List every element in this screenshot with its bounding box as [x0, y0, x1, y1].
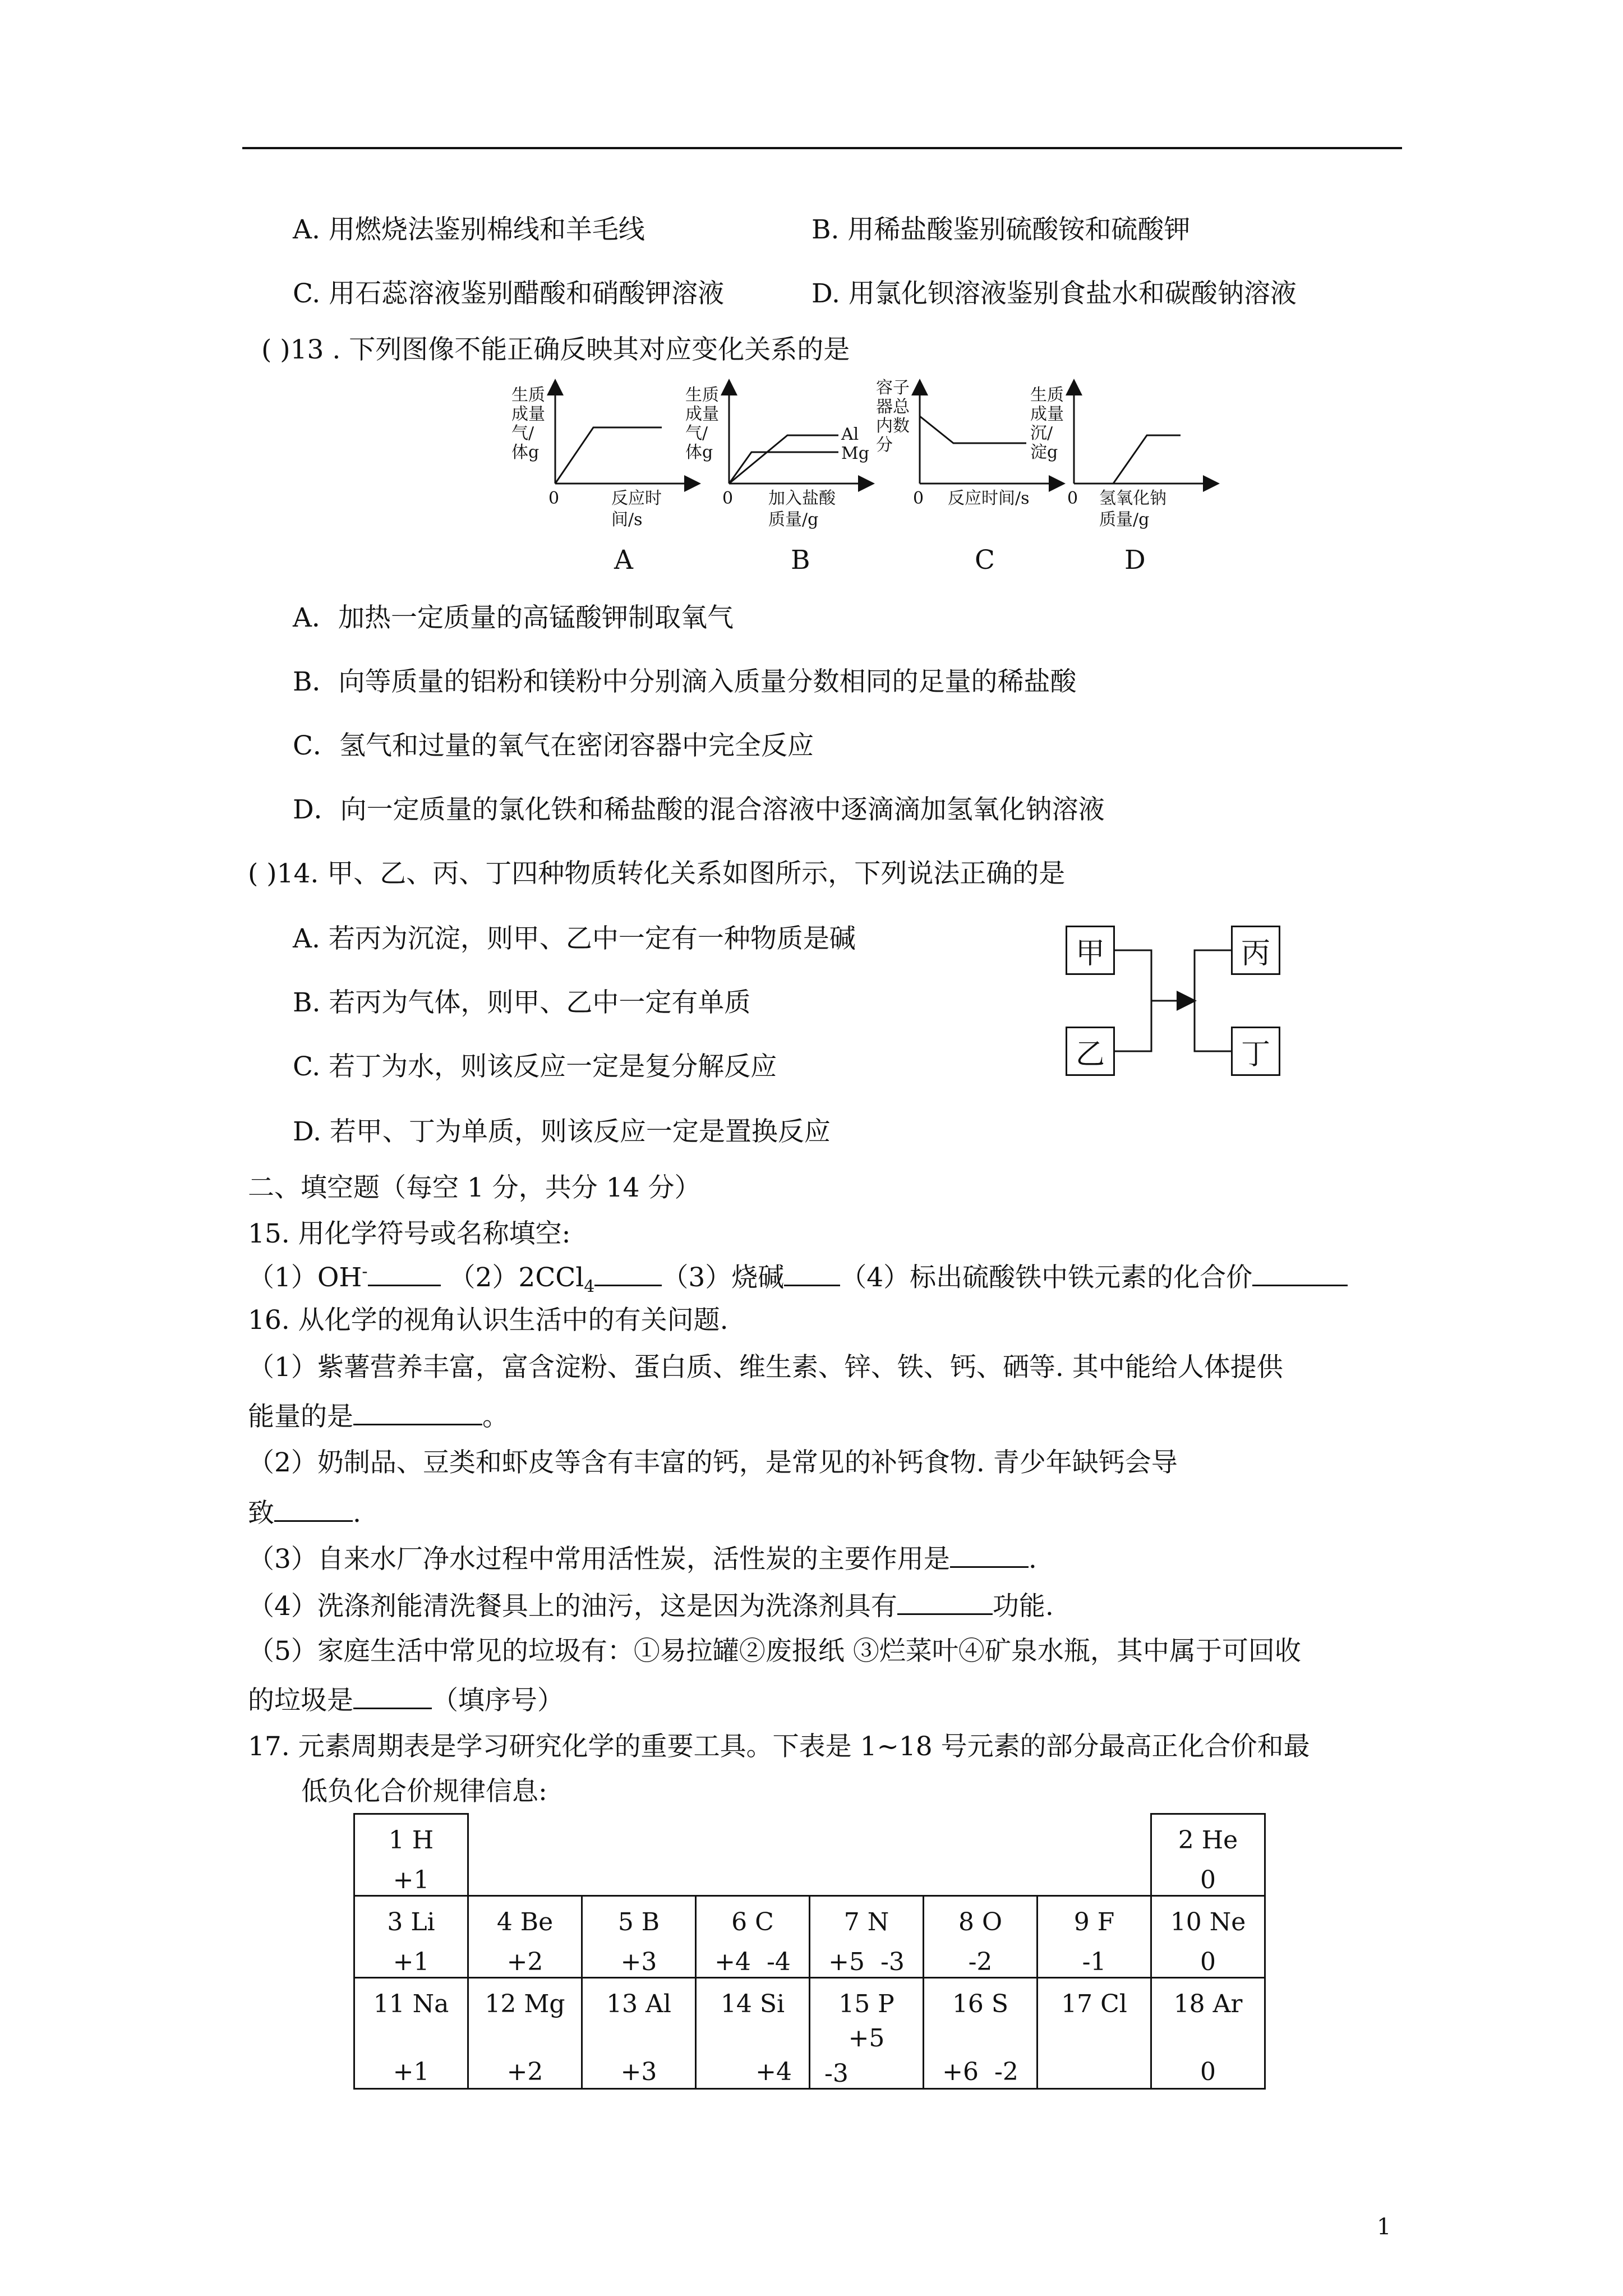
element-label: 13 Al — [606, 1990, 671, 2018]
graph-c-xlabel-1: 反应时间/s — [948, 489, 1030, 508]
valence-value: 0 — [1200, 2058, 1216, 2086]
q16-s3c: . — [1028, 1544, 1037, 1575]
q16-s3-line — [248, 1544, 1037, 1575]
table-cell — [468, 1896, 582, 1978]
q14-option-c: C. 若丁为水，则该反应一定是复分解反应 — [293, 1051, 777, 1082]
element-label: 6 C — [731, 1908, 774, 1936]
q16-s4-line — [248, 1591, 1054, 1622]
graph-d-ylabel-2: 成量 — [1030, 404, 1064, 424]
graph-b-xlabel-2: 质量/g — [768, 510, 819, 530]
graph-c-ylabel-2: 器总 — [876, 397, 910, 417]
table-cell — [1151, 1896, 1265, 1978]
q13-option-d: D．向一定质量的氯化铁和稀盐酸的混合溶液中逐滴滴加氢氧化钠溶液 — [293, 794, 1105, 825]
valence-value: +4 -4 — [714, 1948, 791, 1976]
q15-item-2: （2）2CCl — [449, 1262, 584, 1293]
graph-d-ylabel-3: 沉/ — [1030, 424, 1053, 443]
table-cell — [696, 1978, 810, 2089]
q16-s5a: （5）家庭生活中常见的垃圾有：①易拉罐②废报纸 ③烂菜叶④矿泉水瓶，其中属于可回收 — [248, 1636, 1301, 1667]
q13-stem: ( )13 . 下列图像不能正确反映其对应变化关系的是 — [261, 334, 850, 365]
table-cell — [696, 1896, 810, 1978]
q15-item-4: （4）标出硫酸铁中铁元素的化合价 — [840, 1262, 1253, 1293]
box-jia: 甲 — [1066, 926, 1115, 975]
q15-item-1: （1）OH — [248, 1262, 362, 1293]
box-bing: 丙 — [1231, 926, 1280, 975]
q16-s1-line — [248, 1401, 509, 1430]
q16-blank-3[interactable] — [950, 1544, 1029, 1568]
q16-blank-4[interactable] — [897, 1591, 993, 1615]
graph-b-ylabel-1: 生质 — [685, 385, 719, 405]
graph-d-label: D — [1124, 545, 1146, 576]
q15-item-2-sub: 4 — [584, 1277, 595, 1297]
q16-s2b: 致 — [248, 1498, 274, 1529]
graph-a-label: A — [614, 545, 633, 576]
table-cell — [354, 1978, 468, 2089]
element-label: 17 Cl — [1061, 1990, 1127, 2018]
table-row — [354, 1814, 1265, 1896]
q13-option-b: B．向等质量的铝粉和镁粉中分别滴入质量分数相同的足量的稀盐酸 — [293, 666, 1077, 697]
valence-value: +6 -2 — [942, 2058, 1018, 2086]
valence-value-positive: +5 — [848, 2024, 885, 2053]
q16-blank-5[interactable] — [353, 1685, 432, 1709]
table-cell — [810, 1896, 924, 1978]
table-cell — [354, 1814, 468, 1896]
valence-value: +2 — [506, 1948, 543, 1976]
element-label: 14 Si — [720, 1990, 785, 2018]
table-cell — [1151, 1978, 1265, 2089]
table-cell — [354, 1896, 468, 1978]
graph-a-ylabel-1: 生质 — [511, 385, 545, 405]
graph-b-series-mg: Mg — [841, 444, 869, 463]
graph-b-label: B — [791, 545, 810, 576]
q12-option-a: A. 用燃烧法鉴别棉线和羊毛线 — [293, 214, 645, 245]
graph-a-xlabel-1: 反应时 — [611, 489, 662, 508]
section-2-heading: 二、填空题（每空 1 分，共分 14 分） — [248, 1172, 701, 1203]
q16-s5-line — [248, 1685, 564, 1714]
periodic-table — [353, 1813, 1266, 2090]
q17-stem-1: 17. 元素周期表是学习研究化学的重要工具。下表是 1~18 号元素的部分最高正化合价和最 — [248, 1731, 1310, 1762]
q16-s4a: （4）洗涤剂能清洗餐具上的油污，这是因为洗涤剂具有 — [248, 1591, 897, 1622]
element-label: 10 Ne — [1170, 1908, 1246, 1936]
table-cell — [924, 1978, 1038, 2089]
q16-s2c: . — [353, 1498, 361, 1529]
q13-option-a: A．加热一定质量的高锰酸钾制取氧气 — [293, 602, 734, 633]
valence-value: +1 — [393, 1866, 430, 1894]
valence-value: +2 — [506, 2058, 543, 2086]
element-label: 9 F — [1073, 1908, 1115, 1936]
q12-option-c: C. 用石蕊溶液鉴别醋酸和硝酸钾溶液 — [293, 278, 725, 309]
table-cell — [1151, 1814, 1265, 1896]
element-label: 16 S — [952, 1990, 1009, 2018]
graph-c-label: C — [975, 545, 995, 576]
valence-value: +3 — [620, 1948, 657, 1976]
graph-b-series-al: Al — [841, 425, 859, 444]
q15-item-3: （3）烧碱 — [662, 1262, 785, 1293]
element-label: 2 He — [1178, 1826, 1238, 1855]
table-cell — [1038, 1978, 1151, 2089]
page-number: 1 — [1377, 2214, 1391, 2240]
q16-stem: 16. 从化学的视角认识生活中的有关问题. — [248, 1305, 728, 1336]
q14-option-a: A. 若丙为沉淀，则甲、乙中一定有一种物质是碱 — [293, 923, 856, 954]
q16-blank-1[interactable] — [353, 1401, 482, 1425]
box-yi: 乙 — [1066, 1027, 1115, 1076]
table-row — [354, 1978, 1265, 2089]
q15-blank-3[interactable] — [784, 1262, 840, 1286]
q14-option-d: D. 若甲、丁为单质，则该反应一定是置换反应 — [293, 1116, 831, 1147]
valence-value: -2 — [968, 1948, 993, 1976]
graph-d-ylabel-4: 淀g — [1030, 443, 1058, 462]
valence-value: +1 — [393, 2058, 430, 2086]
q12-option-d: D. 用氯化钡溶液鉴别食盐水和碳酸钠溶液 — [811, 278, 1297, 309]
q16-s2-line — [248, 1498, 361, 1529]
q15-item-1-sup: - — [362, 1262, 368, 1282]
element-label: 4 Be — [496, 1908, 554, 1936]
table-cell — [810, 1978, 924, 2089]
graph-a-ylabel-4: 体g — [511, 443, 540, 462]
graph-c-ylabel-4: 分 — [876, 435, 893, 455]
table-cell — [1038, 1896, 1151, 1978]
graph-b-xlabel-1: 加入盐酸 — [768, 489, 836, 508]
q16-s5b: 的垃圾是 — [248, 1685, 353, 1716]
q16-s2a: （2）奶制品、豆类和虾皮等含有丰富的钙，是常见的补钙食物. 青少年缺钙会导 — [248, 1447, 1178, 1478]
q17-stem-2: 低负化合价规律信息: — [301, 1776, 547, 1807]
q12-option-b: B. 用稀盐酸鉴别硫酸铵和硫酸钾 — [811, 214, 1191, 245]
q15-stem: 15. 用化学符号或名称填空: — [248, 1218, 571, 1249]
q14-option-b: B. 若丙为气体，则甲、乙中一定有单质 — [293, 987, 751, 1018]
q15-blank-2[interactable] — [594, 1262, 662, 1286]
q16-s1c: 。 — [482, 1401, 509, 1432]
graph-b-ylabel-4: 体g — [685, 443, 713, 462]
element-label: 7 N — [843, 1908, 889, 1936]
valence-value: +4 — [755, 2058, 792, 2086]
graph-a-xlabel-2: 间/s — [611, 510, 643, 530]
valence-value: +1 — [393, 1948, 430, 1976]
graph-a-ylabel-2: 成量 — [511, 404, 545, 424]
graph-d-xlabel-2: 质量/g — [1099, 510, 1150, 530]
table-cell-empty — [468, 1814, 1151, 1896]
table-cell — [924, 1896, 1038, 1978]
q16-s3a: （3）自来水厂净水过程中常用活性炭，活性炭的主要作用是 — [248, 1544, 950, 1575]
graph-d-xlabel-1: 氢氧化钠 — [1099, 489, 1166, 508]
q14-stem: ( )14. 甲、乙、丙、丁四种物质转化关系如图所示，下列说法正确的是 — [248, 858, 1066, 889]
valence-value: -1 — [1082, 1948, 1106, 1976]
q15-blank-4[interactable] — [1252, 1262, 1348, 1286]
graph-a-ylabel-3: 气/ — [511, 424, 534, 443]
graph-a-origin: 0 — [548, 489, 560, 508]
graph-c-ylabel-1: 容子 — [876, 378, 910, 398]
q16-s1a: （1）紫薯营养丰富，富含淀粉、蛋白质、维生素、锌、铁、钙、硒等. 其中能给人体提供 — [248, 1352, 1283, 1383]
graph-b-origin: 0 — [722, 489, 734, 508]
element-label: 1 H — [388, 1826, 434, 1855]
table-row — [354, 1896, 1265, 1978]
element-label: 8 O — [958, 1908, 1003, 1936]
box-ding: 丁 — [1231, 1027, 1280, 1076]
q16-s1b: 能量的是 — [248, 1401, 353, 1432]
element-label: 5 B — [617, 1908, 660, 1936]
q16-blank-2[interactable] — [274, 1498, 353, 1522]
valence-value: 0 — [1200, 1866, 1216, 1894]
graph-b-ylabel-3: 气/ — [685, 424, 708, 443]
q15-line — [248, 1262, 1348, 1295]
table-cell — [468, 1978, 582, 2089]
q16-s5c: （填序号） — [432, 1685, 564, 1716]
graph-b-ylabel-2: 成量 — [685, 404, 719, 424]
element-label: 18 Ar — [1173, 1990, 1243, 2018]
graph-d-ylabel-1: 生质 — [1030, 385, 1064, 405]
valence-value: +3 — [620, 2058, 657, 2086]
graph-c-ylabel-3: 内数 — [876, 416, 910, 436]
table-cell — [582, 1978, 696, 2089]
valence-value: 0 — [1200, 1948, 1216, 1976]
valence-value: -3 — [824, 2059, 849, 2088]
q16-s4c: 功能. — [992, 1591, 1054, 1622]
q13-option-c: C．氢气和过量的氧气在密闭容器中完全反应 — [293, 730, 814, 761]
valence-value: +5 -3 — [828, 1948, 905, 1976]
graph-d-origin: 0 — [1067, 489, 1078, 508]
graph-c-origin: 0 — [913, 489, 924, 508]
table-cell — [582, 1896, 696, 1978]
q15-blank-1[interactable] — [368, 1262, 441, 1286]
element-label: 15 P — [838, 1990, 895, 2018]
element-label: 11 Na — [373, 1990, 449, 2018]
element-label: 12 Mg — [485, 1990, 565, 2018]
element-label: 3 Li — [387, 1908, 435, 1936]
